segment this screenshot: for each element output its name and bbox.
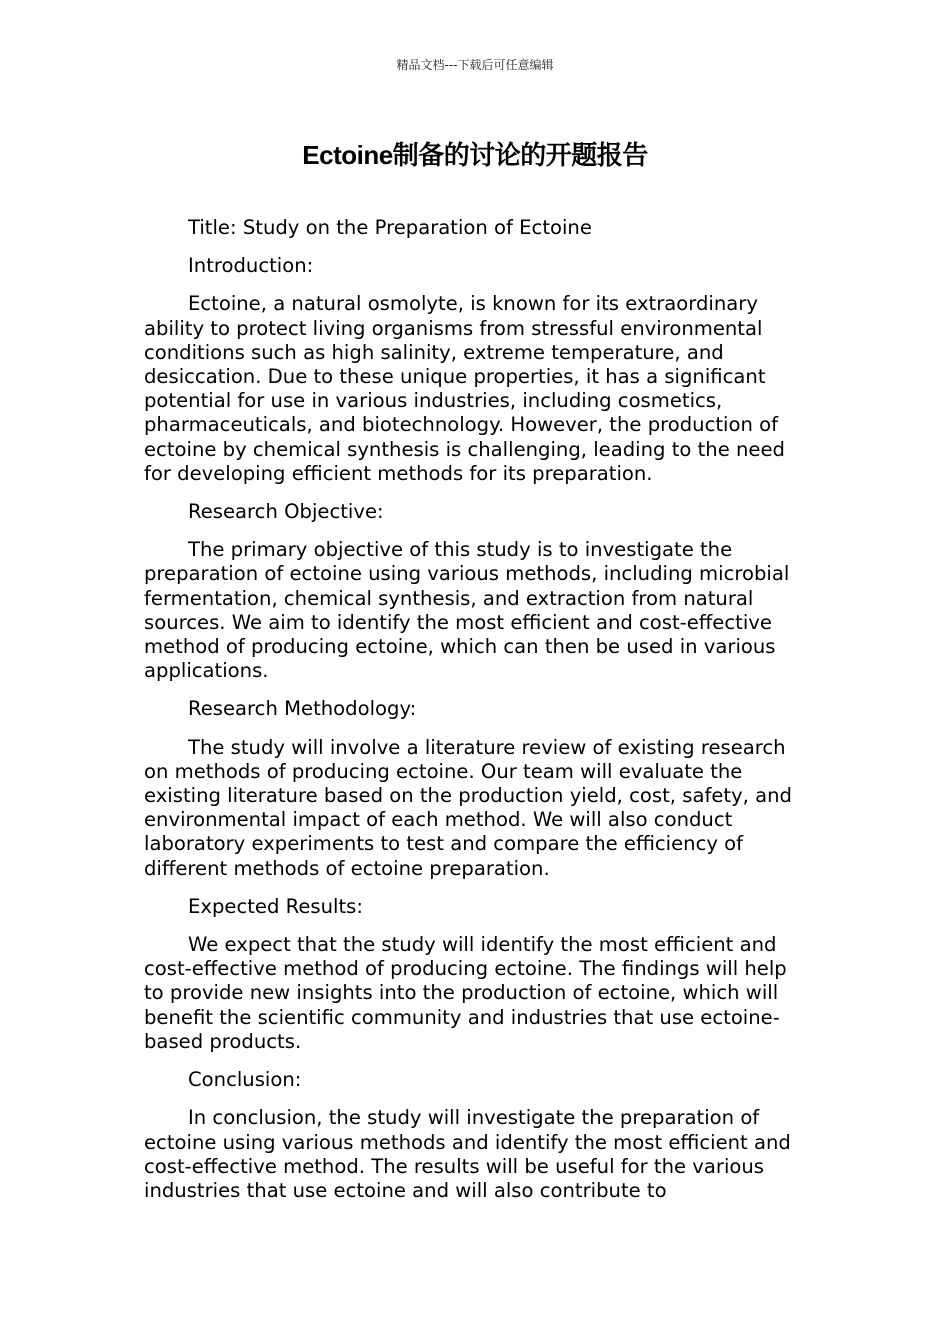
header-note: 精品文档---下载后可任意编辑 bbox=[396, 58, 554, 72]
document-body bbox=[144, 216, 810, 1217]
section-heading-introduction: Introduction: bbox=[188, 254, 314, 278]
section-heading-conclusion: Conclusion: bbox=[188, 1068, 302, 1092]
paragraph-expected-results: We expect that the study will identify the most efficient and cost-effective method of producing ectoine. The findings will help to provide new insights into the production of ectoine, which will benefit the scientific community and industries that use ectoine-based products. bbox=[144, 933, 787, 1053]
paragraph-research-methodology: The study will involve a literature review of existing research on methods of producing ectoine. Our team will evaluate the existing literature based on the production yield, cost, safety, and environmental impact of each method. We will also conduct laboratory experiments to test and compare the efficiency of different methods of ectoine preparation. bbox=[144, 735, 792, 880]
paragraph-introduction: Ectoine, a natural osmolyte, is known for its extraordinary ability to protect living organisms from stressful environmental conditions such as high salinity, extreme temperature, and desiccation. Due to these unique properties, it has a significant potential for use in various industries, including cosmetics, pharmaceuticals, and biotechnology. However, the production of ectoine by chemical synthesis is challenging, leading to the need for developing efficient methods for its preparation. bbox=[144, 292, 785, 485]
paragraph-conclusion: In conclusion, the study will investigate the preparation of ectoine using various methods and identify the most efficient and cost-effective method. The results will be useful for the various industries that use ectoine and will also contribute to bbox=[144, 1106, 791, 1202]
document-title: Ectoine制备的讨论的开题报告 bbox=[302, 140, 648, 170]
section-heading-research-objective: Research Objective: bbox=[188, 500, 384, 524]
paragraph-research-objective: The primary objective of this study is to investigate the preparation of ectoine using various methods, including microbial fermentation, chemical synthesis, and extraction from natural sources. We aim to identify the most efficient and cost-effective method of producing ectoine, which can then be used in various applications. bbox=[144, 538, 790, 683]
section-heading-research-methodology: Research Methodology: bbox=[188, 697, 417, 721]
section-heading-expected-results: Expected Results: bbox=[188, 894, 363, 918]
paragraph-title-line: Title: Study on the Preparation of Ectoine bbox=[188, 216, 592, 239]
